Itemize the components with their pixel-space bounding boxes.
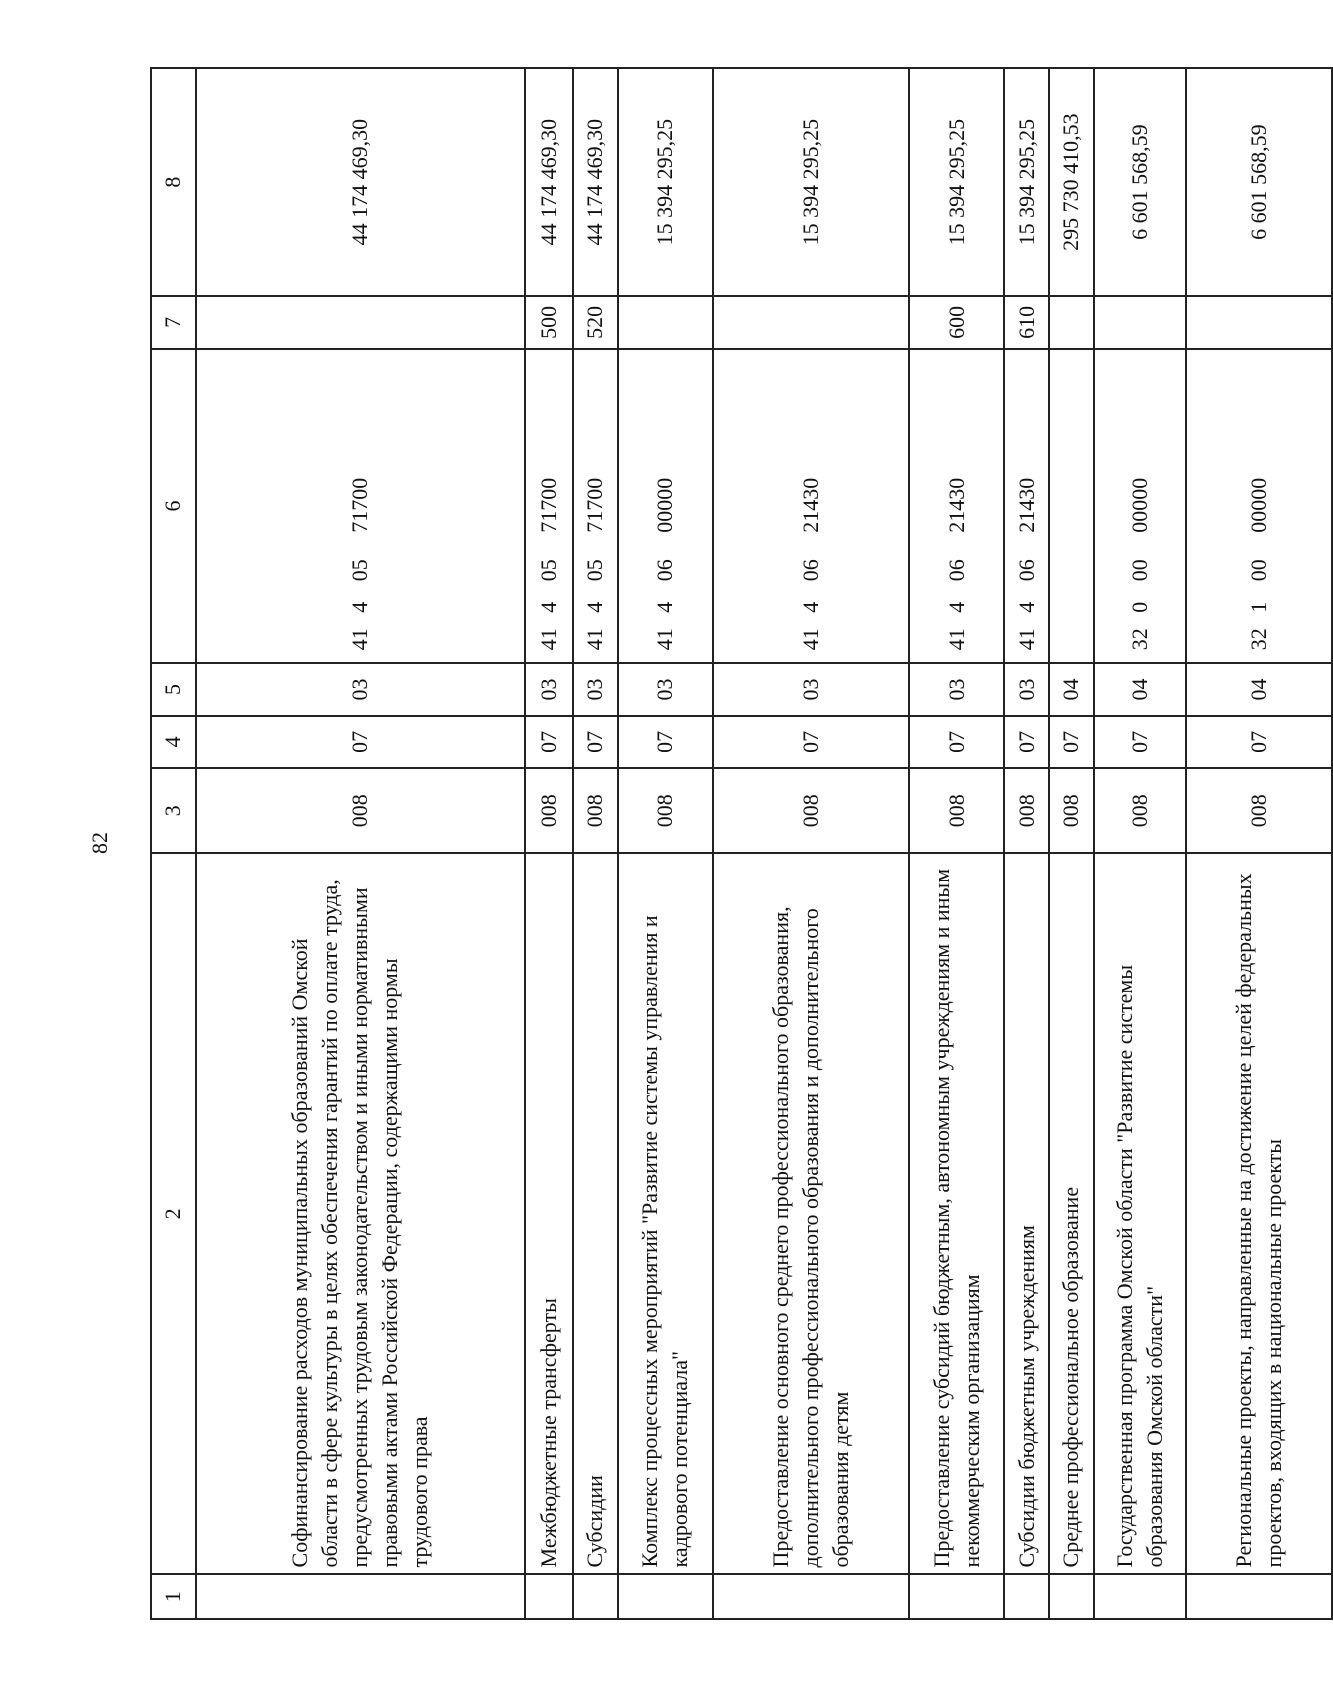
amount: 15 394 295,25 [1004,68,1049,296]
amount: 44 174 469,30 [573,68,618,296]
column-header: 3 [151,768,196,853]
row-name: Предоставление основного среднего профессионального образования, дополнительного профессионального образования и дополнительного образования детям [713,853,909,1574]
table-row [618,68,713,1619]
row-name: Межбюджетные трансферты [525,853,573,1574]
subsection-code: 03 [1004,663,1049,715]
ministry-code: 008 [573,768,618,853]
ministry-code: 008 [909,768,1004,853]
row-index-cell [1004,1574,1049,1619]
ministry-code: 008 [1004,768,1049,853]
target-article-code: 3210000000 [1186,349,1332,664]
column-header: 8 [151,68,196,296]
row-index-cell [1186,1574,1332,1619]
subsection-code: 04 [1049,663,1094,715]
table-row [525,68,573,1619]
expense-type-code: 500 [525,296,573,348]
row-index-cell [713,1574,909,1619]
expense-type-code [1186,296,1332,348]
ministry-code: 008 [1094,768,1186,853]
row-index-cell [196,1574,525,1619]
header-row [151,68,196,1619]
ministry-code: 008 [713,768,909,853]
row-index-cell [1094,1574,1186,1619]
section-code: 07 [1049,716,1094,768]
ministry-code: 008 [1049,768,1094,853]
expense-type-code [713,296,909,348]
budget-table [150,67,1333,1620]
ministry-code: 008 [1186,768,1332,853]
table-row [909,68,1004,1619]
ministry-code: 008 [525,768,573,853]
row-name: Государственная программа Омской области "Развитие системы образования Омской области" [1094,853,1186,1574]
table-row [1049,68,1094,1619]
row-index-cell [909,1574,1004,1619]
table-row [573,68,618,1619]
column-header: 5 [151,663,196,715]
row-name: Среднее профессиональное образование [1049,853,1094,1574]
table-row [1094,68,1186,1619]
row-index-cell [1049,1574,1094,1619]
section-code: 07 [573,716,618,768]
expense-type-code [196,296,525,348]
row-name: Субсидии [573,853,618,1574]
target-article-code [1049,349,1094,664]
table-row [1004,68,1049,1619]
target-article-code: 4140621430 [1004,349,1049,664]
table-row [713,68,909,1619]
section-code: 07 [525,716,573,768]
ministry-code: 008 [196,768,525,853]
column-header: 7 [151,296,196,348]
amount: 15 394 295,25 [909,68,1004,296]
page-number: 82 [87,832,112,854]
target-article-code: 3200000000 [1094,349,1186,664]
subsection-code: 03 [525,663,573,715]
target-article-code: 4140571700 [573,349,618,664]
row-name: Региональные проекты, направленные на достижение целей федеральных проектов, входящих в национальные проекты [1186,853,1332,1574]
row-name: Софинансирование расходов муниципальных образований Омской области в сфере культуры в целях обеспечения гарантий по оплате труда, предусмотренных трудовым законодательством и иными нормативными правовыми актами Российской Федерации, содержащими нормы трудового права [196,853,525,1574]
subsection-code: 03 [909,663,1004,715]
section-code: 07 [618,716,713,768]
target-article-code: 4140571700 [525,349,573,664]
column-header: 6 [151,349,196,664]
expense-type-code: 600 [909,296,1004,348]
amount: 6 601 568,59 [1094,68,1186,296]
row-index-cell [618,1574,713,1619]
subsection-code: 03 [618,663,713,715]
table-row [1186,68,1332,1619]
target-article-code: 4140621430 [909,349,1004,664]
column-header: 1 [151,1574,196,1619]
amount: 6 601 568,59 [1186,68,1332,296]
row-index-cell [573,1574,618,1619]
expense-type-code [1049,296,1094,348]
amount: 15 394 295,25 [713,68,909,296]
target-article-code: 4140621430 [713,349,909,664]
amount: 44 174 469,30 [525,68,573,296]
target-article-code: 4140571700 [196,349,525,664]
expense-type-code [1094,296,1186,348]
ministry-code: 008 [618,768,713,853]
column-header: 4 [151,716,196,768]
section-code: 07 [909,716,1004,768]
target-article-code: 4140600000 [618,349,713,664]
row-index-cell [525,1574,573,1619]
section-code: 07 [713,716,909,768]
subsection-code: 03 [573,663,618,715]
subsection-code: 03 [713,663,909,715]
subsection-code: 04 [1186,663,1332,715]
section-code: 07 [1094,716,1186,768]
section-code: 07 [1186,716,1332,768]
section-code: 07 [1004,716,1049,768]
amount: 15 394 295,25 [618,68,713,296]
expense-type-code [618,296,713,348]
expense-type-code: 520 [573,296,618,348]
table-container [150,67,1333,1620]
section-code: 07 [196,716,525,768]
expense-type-code: 610 [1004,296,1049,348]
row-name: Предоставление субсидий бюджетным, автономным учреждениям и иным некоммерческим организациям [909,853,1004,1574]
amount: 295 730 410,53 [1049,68,1094,296]
table-row [196,68,525,1619]
subsection-code: 03 [196,663,525,715]
amount: 44 174 469,30 [196,68,525,296]
column-header: 2 [151,853,196,1574]
row-name: Комплекс процессных мероприятий "Развитие системы управления и кадрового потенциала" [618,853,713,1574]
subsection-code: 04 [1094,663,1186,715]
row-name: Субсидии бюджетным учреждениям [1004,853,1049,1574]
